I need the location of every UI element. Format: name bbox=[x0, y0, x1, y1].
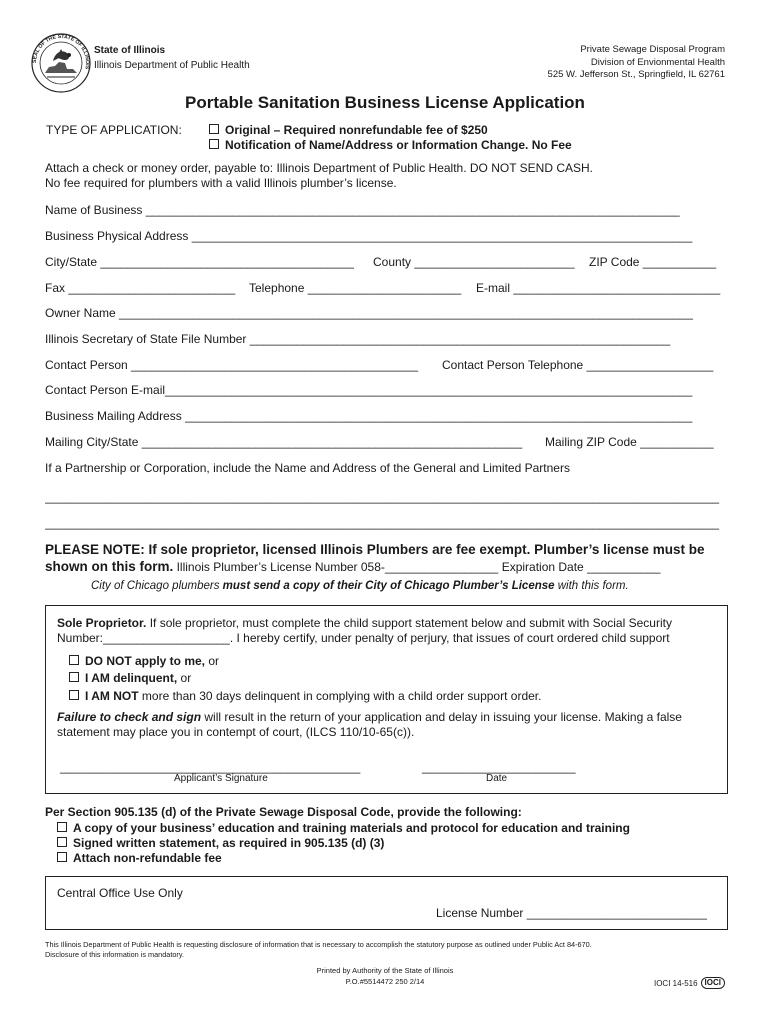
license-number-field[interactable]: License Number ___________________________ bbox=[436, 906, 707, 920]
state-name: State of Illinois bbox=[94, 45, 166, 56]
zip-field[interactable]: ZIP Code ___________ bbox=[589, 255, 717, 269]
ssn-field[interactable]: Number:___________________. I hereby certify, under penalty of perjury, that issues of court ordered child support bbox=[57, 631, 670, 645]
requirement-1[interactable] bbox=[57, 821, 630, 835]
sole-proprietor-text-1 bbox=[57, 616, 672, 630]
ioci-logo-icon: IOCI bbox=[701, 977, 725, 989]
mailing-zip-field[interactable]: Mailing ZIP Code ___________ bbox=[545, 435, 714, 449]
office-use-box bbox=[45, 876, 728, 930]
mailing-address-field[interactable]: Business Mailing Address ____________________________________________________________________________ bbox=[45, 409, 693, 423]
support-option-3-label: I AM NOT bbox=[85, 689, 139, 703]
plumber-note-end: shown on this form. bbox=[45, 559, 174, 574]
business-address-field[interactable]: Business Physical Address ___________________________________________________________________________ bbox=[45, 229, 693, 243]
support-option-3-suffix: more than 30 days delinquent in complying with a child order support order. bbox=[138, 689, 542, 703]
contact-email-field[interactable]: Contact Person E-mail_______________________________________________________________________________ bbox=[45, 383, 693, 397]
contact-phone-field[interactable]: Contact Person Telephone ___________________ bbox=[442, 358, 714, 372]
option-original[interactable] bbox=[209, 123, 488, 137]
date-line[interactable]: _______________________ bbox=[422, 760, 576, 774]
po-number: P.O.#5514472 250 2/14 bbox=[345, 977, 425, 986]
disclosure-mandatory: Disclosure of this information is mandatory. bbox=[45, 950, 184, 959]
signature-line[interactable]: _____________________________________________ bbox=[60, 760, 361, 774]
illinois-state-seal-icon bbox=[31, 33, 91, 93]
section-heading: Per Section 905.135 (d) of the Private Sewage Disposal Code, provide the following: bbox=[45, 805, 522, 819]
application-type-label: TYPE OF APPLICATION: bbox=[46, 123, 182, 137]
support-option-1[interactable] bbox=[69, 654, 219, 668]
email-field[interactable]: E-mail _______________________________ bbox=[476, 281, 721, 295]
support-option-2-label: I AM delinquent, bbox=[85, 671, 178, 685]
page-title: Portable Sanitation Business License Application bbox=[185, 93, 585, 112]
chicago-note-a: City of Chicago plumbers bbox=[91, 580, 223, 592]
division-address: 525 W. Jefferson St., Springfield, IL 62761 bbox=[547, 69, 725, 80]
checkbox-requirement-1[interactable] bbox=[57, 822, 67, 832]
support-option-2[interactable] bbox=[69, 671, 191, 685]
support-option-3[interactable] bbox=[69, 689, 541, 703]
owner-name-field[interactable]: Owner Name ______________________________________________________________________________________ bbox=[45, 306, 693, 320]
partners-line-2[interactable]: _____________________________________________________________________________________________________ bbox=[45, 516, 720, 530]
form-id-text: IOCI 14-516 bbox=[653, 979, 698, 988]
printed-by: Printed by Authority of the State of Illinois bbox=[316, 966, 454, 975]
telephone-field[interactable]: Telephone _______________________ bbox=[249, 281, 462, 295]
business-name-field[interactable]: Name of Business ________________________________________________________________________________ bbox=[45, 203, 680, 217]
option-change-label: Notification of Name/Address or Information Change. No Fee bbox=[225, 138, 572, 152]
department-name: Illinois Department of Public Health bbox=[94, 60, 250, 71]
signature-label: Applicant’s Signature bbox=[174, 773, 268, 784]
plumber-license-fields[interactable]: Illinois Plumber’s License Number 058-_________________ Expiration Date ___________ bbox=[173, 560, 661, 574]
mailing-city-state-field[interactable]: Mailing City/State _________________________________________________________ bbox=[45, 435, 523, 449]
checkbox-original[interactable] bbox=[209, 124, 219, 134]
partners-line-1[interactable]: _____________________________________________________________________________________________________ bbox=[45, 490, 720, 504]
checkbox-requirement-3[interactable] bbox=[57, 852, 67, 862]
fax-field[interactable]: Fax _________________________ bbox=[45, 281, 236, 295]
disclosure-notice: This Illinois Department of Public Health is requesting disclosure of information that is necessary to accomplish the statutory purpose as outlined under Public Act 84-670. bbox=[45, 940, 592, 949]
plumber-note: PLEASE NOTE: If sole proprietor, licensed Illinois Plumbers are fee exempt. Plumber’s license must be bbox=[45, 542, 705, 557]
support-option-2-suffix: or bbox=[177, 671, 192, 685]
requirement-2-label: Signed written statement, as required in 905.135 (d) (3) bbox=[73, 836, 385, 850]
partners-instruction: If a Partnership or Corporation, include the Name and Address of the General and Limited Partners bbox=[45, 461, 570, 475]
checkbox-change[interactable] bbox=[209, 139, 219, 149]
chicago-plumber-note bbox=[91, 580, 629, 592]
county-field[interactable]: County ________________________ bbox=[373, 255, 575, 269]
requirement-3[interactable] bbox=[57, 851, 222, 865]
requirement-3-label: Attach non-refundable fee bbox=[73, 851, 222, 865]
checkbox-not-delinquent[interactable] bbox=[69, 690, 79, 700]
requirement-2[interactable] bbox=[57, 836, 384, 850]
program-name: Private Sewage Disposal Program bbox=[580, 44, 725, 55]
support-option-1-label: DO NOT apply to me, bbox=[85, 654, 206, 668]
failure-warning bbox=[57, 710, 682, 724]
sos-file-number-field[interactable]: Illinois Secretary of State File Number _______________________________________________________________ bbox=[45, 332, 671, 346]
checkbox-delinquent[interactable] bbox=[69, 672, 79, 682]
checkbox-do-not-apply[interactable] bbox=[69, 655, 79, 665]
svg-text:SEAL OF THE STATE OF ILLINOIS: SEAL OF THE STATE OF ILLINOIS bbox=[31, 33, 91, 70]
failure-warning-rest: will result in the return of your application and delay in issuing your license. Making a false bbox=[201, 710, 682, 724]
sole-proprietor-label: Sole Proprietor. bbox=[57, 616, 147, 630]
option-change[interactable] bbox=[209, 138, 572, 152]
failure-warning-bold: Failure to check and sign bbox=[57, 710, 202, 724]
requirement-1-label: A copy of your business’ education and training materials and protocol for education and training bbox=[73, 821, 630, 835]
city-state-field[interactable]: City/State ______________________________________ bbox=[45, 255, 354, 269]
support-option-1-suffix: or bbox=[205, 654, 220, 668]
contact-person-field[interactable]: Contact Person ___________________________________________ bbox=[45, 358, 419, 372]
failure-warning-2: statement may place you in contempt of court, (ILCS 110/10-65(c)). bbox=[57, 725, 415, 739]
option-original-label: Original – Required nonrefundable fee of $250 bbox=[225, 123, 488, 137]
form-id bbox=[654, 977, 725, 989]
plumber-license-row[interactable] bbox=[45, 559, 660, 574]
plumber-fee-note: No fee required for plumbers with a valid Illinois plumber’s license. bbox=[45, 176, 397, 190]
checkbox-requirement-2[interactable] bbox=[57, 837, 67, 847]
sole-text-1: If sole proprietor, must complete the child support statement below and submit with Social Security bbox=[146, 616, 672, 630]
payment-instructions: Attach a check or money order, payable to: Illinois Department of Public Health. DO NOT SEND CASH. bbox=[45, 161, 594, 175]
division-name: Division of Envionmental Health bbox=[590, 57, 725, 68]
office-use-label: Central Office Use Only bbox=[57, 886, 183, 900]
date-label: Date bbox=[486, 773, 508, 784]
chicago-note-b: must send a copy of their City of Chicago Plumber’s License bbox=[222, 580, 555, 592]
chicago-note-c: with this form. bbox=[554, 580, 629, 592]
